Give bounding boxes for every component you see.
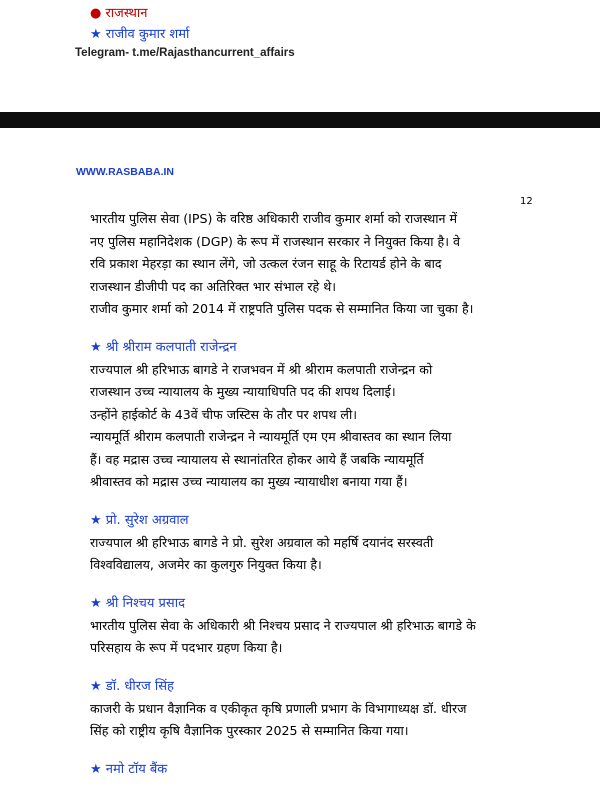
text-line: राजीव कुमार शर्मा को 2014 में राष्ट्रपति पुलिस पदक से सम्मानित किया जा चुका है।: [90, 301, 474, 316]
bullet-item-rajasthan: [90, 3, 148, 21]
section-suresh-agrawal: [90, 510, 550, 577]
section-title: नमो टॉय बैंक: [105, 761, 168, 777]
text-line: नए पुलिस महानिदेशक (DGP) के रूप में राजस्थान सरकार ने नियुक्त किया है। वे: [90, 233, 461, 249]
star-icon: ★: [90, 512, 102, 528]
text-line: राज्यपाल श्री हरिभाऊ बागडे ने राजभवन में श्री श्रीराम कलपाती राजेन्द्रन को: [90, 361, 433, 377]
bullet-label: राजस्थान: [105, 6, 148, 21]
text-line: सिंह को राष्ट्रीय कृषि वैज्ञानिक पुरस्कार 2025 से सम्मानित किया गया।: [90, 723, 409, 738]
text-line: परिसहाय के रूप में पदभार ग्रहण किया है।: [90, 640, 283, 655]
star-icon: ★: [90, 678, 102, 694]
site-url-link[interactable]: WWW.RASBABA.IN: [76, 166, 174, 178]
text-line: राज्यपाल श्री हरिभाऊ बागडे ने प्रो. सुरेश अग्रवाल को महर्षि दयानंद सरस्वती: [90, 534, 434, 550]
star-icon: ★: [90, 595, 102, 611]
section-rajendran: [90, 337, 550, 494]
section-heading: [90, 510, 550, 532]
page-content: [90, 208, 550, 781]
text-line: विश्वविद्यालय, अजमेर का कुलगुरु नियुक्त किया है।: [90, 557, 322, 572]
text-line: भारतीय पुलिस सेवा (IPS) के वरिष्ठ अधिकारी राजीव कुमार शर्मा को राजस्थान में: [90, 211, 458, 226]
section-title: प्रो. सुरेश अग्रवाल: [105, 512, 189, 528]
text-line: राजस्थान डीजीपी पद का अतिरिक्त भार संभाल रहे थे।: [90, 278, 337, 294]
section-title: श्री श्रीराम कलपाती राजेन्द्रन: [105, 339, 237, 355]
section-heading: [90, 759, 550, 781]
text-line: भारतीय पुलिस सेवा के अधिकारी श्री निश्चय प्रसाद ने राज्यपाल श्री हरिभाऊ बागडे के: [90, 617, 476, 633]
text-line: उन्होंने हाईकोर्ट के 43वें चीफ जस्टिस के तौर पर शपथ ली।: [90, 406, 357, 422]
text-line: काजरी के प्रधान वैज्ञानिक व एकीकृत कृषि प्रणाली प्रभाग के विभागाध्यक्ष डॉ. धीरज: [90, 700, 467, 716]
intro-paragraph: [90, 208, 550, 321]
section-heading: [90, 593, 550, 615]
text-line: न्यायमूर्ति श्रीराम कलपाती राजेन्द्रन ने न्यायमूर्ति एम एम श्रीवास्तव का स्थान लिया: [90, 429, 452, 444]
section-heading: [90, 337, 550, 359]
text-line: रवि प्रकाश मेहरड़ा का स्थान लेंगे, जो उत्कल रंजन साहू के रिटायर्ड होने के बाद: [90, 256, 442, 271]
section-title: श्री निश्चय प्रसाद: [105, 595, 185, 611]
red-bullet-icon: ●: [90, 6, 102, 21]
section-namo-toy-bank: [90, 759, 550, 781]
section-nishchay-prasad: [90, 593, 550, 660]
star-item-rajeev: [90, 24, 189, 42]
page-number: 12: [520, 196, 533, 207]
section-title: डॉ. धीरज सिंह: [105, 678, 174, 694]
text-line: हैं। वह मद्रास उच्च न्यायालय से स्थानांतरित होकर आये हैं जबकि न्यायमूर्ति: [90, 451, 424, 467]
section-dheeraj-singh: [90, 676, 550, 743]
section-heading: [90, 676, 550, 698]
star-item-label: राजीव कुमार शर्मा: [105, 27, 190, 42]
text-line: राजस्थान उच्च न्यायालय के मुख्य न्यायाधिपति पद की शपथ दिलाई।: [90, 384, 396, 399]
page-gap: [0, 112, 600, 128]
text-line: श्रीवास्तव को मद्रास उच्च न्यायालय का मुख्य न्यायाधीश बनाया गया हैं।: [90, 474, 408, 489]
previous-page-fragment: [0, 0, 600, 112]
star-icon: ★: [90, 27, 102, 42]
star-icon: ★: [90, 339, 102, 355]
telegram-link[interactable]: Telegram- t.me/Rajasthancurrent_affairs: [75, 47, 295, 59]
document-page: [0, 128, 600, 786]
star-icon: ★: [90, 761, 102, 777]
